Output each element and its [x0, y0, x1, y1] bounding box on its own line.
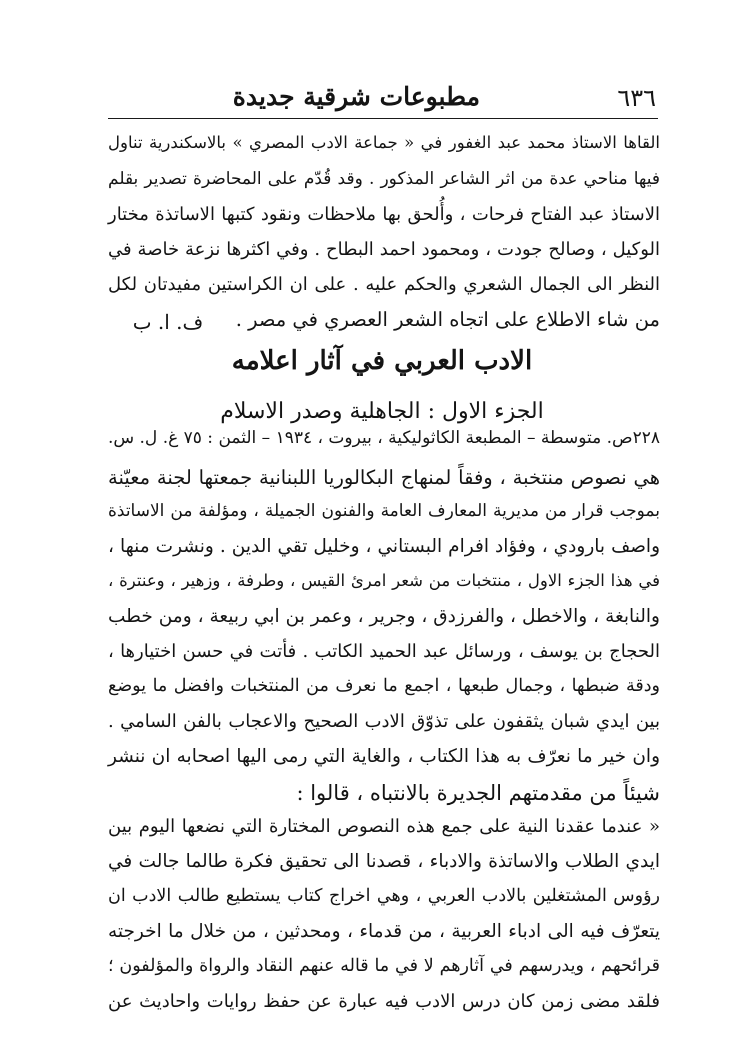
review2-line-9: وان خير ما نعرّف به هذا الكتاب ، والغاية التي رمى اليها اصحابه ان ننشر: [108, 746, 660, 767]
review1-line-4: الوكيل ، وصالح جودت ، ومحمود احمد البطاح . وفي اكثرها نزعة خاصة في: [108, 239, 660, 260]
review2-line-5: والنابغة ، والاخطل ، والفرزدق ، وجرير ، وعمر بن ابي ربيعة ، ومن خطب: [108, 606, 660, 627]
review2-line-13: رؤوس المشتغلين بالادب العربي ، وهي اخراج كتاب يستطيع طالب الادب ان: [108, 886, 660, 906]
page-header: [108, 78, 656, 118]
book-title: الادب العربي في آثار اعلامه: [231, 346, 533, 376]
review1-line-2: فيها مناحي عدة من اثر الشاعر المذكور . وقد قُدّم على المحاضرة تصدير بقلم: [108, 169, 660, 189]
review2-line-1: هي نصوص منتخبة ، وفقاً لمنهاج البكالوريا اللبنانية جمعتها لجنة معيّنة: [108, 466, 660, 489]
header-divider: [108, 118, 658, 119]
review2-line-4: في هذا الجزء الاول ، منتخبات من شعر امرئ القيس ، وطرفة ، وزهير ، وعنترة ،: [108, 571, 660, 590]
review2-line-6: الحجاج بن يوسف ، ورسائل عبد الحميد الكاتب . فأتت في حسن اختيارها ،: [108, 641, 660, 662]
review2-line-7: ودقة ضبطها ، وجمال طبعها ، اجمع ما نعرف من المنتخبات وافضل ما يوضع: [108, 676, 660, 696]
page-number: ٦٣٦: [617, 84, 656, 112]
publication-info: ٢٢٨ص. متوسطة – المطبعة الكاثوليكية ، بيروت ، ١٩٣٤ – الثمن : ٧٥ غ. ل. س.: [107, 428, 660, 448]
book-subtitle: الجزء الاول : الجاهلية وصدر الاسلام: [220, 399, 544, 424]
review2-line-3: واصف بارودي ، وفؤاد افرام البستاني ، وخليل تقي الدين . ونشرت منها ،: [108, 536, 660, 557]
review2-line-15: قرائحهم ، ويدرسهم في آثارهم لا في ما قاله عنهم النقاد والرواة والمؤلفون ؛: [108, 956, 660, 976]
review1-line-6: من شاء الاطلاع على اتجاه الشعر العصري في مصر .: [235, 308, 660, 331]
review1-line-3: الاستاذ عبد الفتاح فرحات ، وأُلحق بها ملاحظات ونقود كتبها الاساتذة مختار: [108, 204, 660, 225]
running-title: مطبوعات شرقية جديدة: [232, 82, 480, 111]
review2-line-14: يتعرّف فيه الى ادباء العربية ، من قدماء ، ومحدثين ، من خلال ما اخرجته: [108, 921, 660, 942]
review2-line-10: شيئاً من مقدمتهم الجديرة بالانتباه ، قالوا :: [296, 781, 660, 805]
review2-line-12: ايدي الطلاب والاساتذة والادباء ، قصدنا الى تحقيق فكرة طالما جالت في: [108, 851, 660, 872]
review1-signature: ف. ا. ب: [132, 310, 204, 334]
review1-line-1: القاها الاستاذ محمد عبد الغفور في « جماعة الادب المصري » بالاسكندرية تناول: [108, 133, 660, 152]
review2-line-2: بموجب قرار من مديرية المعارف العامة والفنون الجميلة ، ومؤلفة من الاساتذة: [108, 501, 660, 521]
review2-line-8: بين ايدي شبان يثقفون على تذوّق الادب الصحيح والاعجاب بالفن السامي .: [108, 711, 660, 732]
review2-line-16: فلقد مضى زمن كان درس الادب فيه عبارة عن حفظ روايات واحاديث عن: [108, 991, 660, 1012]
review2-line-11: « عندما عقدنا النية على جمع هذه النصوص المختارة التي نضعها اليوم بين: [108, 816, 660, 837]
review1-line-5: النظر الى الجمال الشعري والحكم عليه . على ان الكراستين مفيدتان لكل: [108, 274, 660, 295]
